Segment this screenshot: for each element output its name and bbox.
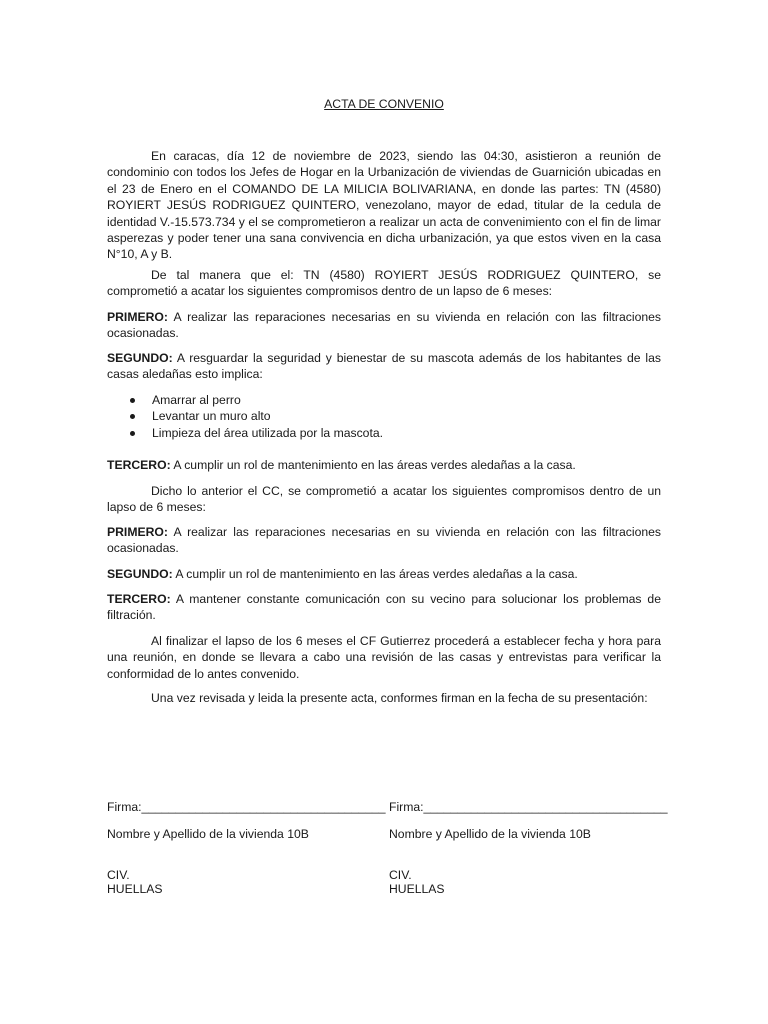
list-item: Levantar un muro alto [107, 408, 383, 424]
list-item: Limpieza del área utilizada por la mascota. [107, 425, 383, 441]
intro-paragraph: En caracas, día 12 de noviembre de 2023, siendo las 04:30, asistieron a reunión de condominio con todos los Jefes de Hogar en la Urbanización de viviendas de Guarnición ubicadas en el 23 de Enero en el COMANDO DE LA MILICIA BOLIVARIANA, en donde las partes: TN (4580) ROYIERT JESÚS RODRIGUEZ QUINTERO, venezolano, mayor de edad, titular de la cedula de identidad V.-15.573.734 y el se comprometieron a realizar un acta de convenimiento con el fin de limar asperezas y poder tener una sana convivencia en dicha urbanización, ya que estos viven en la casa N°10, A y B. [107, 149, 661, 262]
clause-label: PRIMERO: [107, 525, 168, 539]
party1-primero-clause [107, 309, 661, 342]
clause-label: TERCERO: [107, 592, 171, 606]
clause-text: A realizar las reparaciones necesarias en su vivienda en relación con las filtraciones ocasionadas. [107, 310, 661, 341]
right-name-label: Nombre y Apellido de la vivienda 10B [389, 827, 591, 841]
party1-intro-paragraph: De tal manera que el: TN (4580) ROYIERT JESÚS RODRIGUEZ QUINTERO, se comprometió a acatar los siguientes compromisos dentro de un lapso de 6 meses: [107, 268, 661, 299]
list-item: Amarrar al perro [107, 392, 383, 408]
document-title: ACTA DE CONVENIO [324, 97, 444, 111]
party1-segundo-clause [107, 350, 661, 383]
left-name-label: Nombre y Apellido de la vivienda 10B [107, 827, 309, 841]
closing-paragraph: Al finalizar el lapso de los 6 meses el CF Gutierrez procederá a establecer fecha y hora para una reunión, en donde se llevara a cabo una revisión de las casas y entrevistas para verificar la conformidad de lo antes convenido. [107, 634, 661, 681]
left-huellas-label: HUELLAS [107, 882, 163, 896]
party1-tercero-clause [107, 457, 661, 473]
clause-text: A realizar las reparaciones necesarias en su vivienda en relación con las filtraciones ocasionadas. [107, 525, 661, 556]
clause-text: A cumplir un rol de mantenimiento en las áreas verdes aledañas a la casa. [170, 458, 576, 472]
clause-label: PRIMERO: [107, 310, 168, 324]
party2-tercero-clause [107, 591, 661, 624]
party2-segundo-clause [107, 566, 661, 582]
right-signature-line: Firma:____________________________________ [389, 800, 668, 814]
clause-text: A cumplir un rol de mantenimiento en las áreas verdes aledañas a la casa. [172, 567, 578, 581]
right-huellas-label: HUELLAS [389, 882, 445, 896]
clause-label: SEGUNDO: [107, 351, 173, 365]
clause-label: TERCERO: [107, 458, 171, 472]
clause-label: SEGUNDO: [107, 567, 173, 581]
clause-text: A mantener constante comunicación con su vecino para solucionar los problemas de filtración. [107, 592, 661, 623]
party2-primero-clause [107, 524, 661, 557]
right-civ-label: CIV. [389, 868, 412, 882]
clause-text: A resguardar la seguridad y bienestar de su mascota además de los habitantes de las casas aledañas esto implica: [107, 351, 661, 382]
final-paragraph: Una vez revisada y leida la presente acta, conformes firman en la fecha de su presentación: [151, 691, 648, 705]
bullet-icon [130, 398, 135, 403]
left-signature-line: Firma:____________________________________ [107, 800, 386, 814]
left-civ-label: CIV. [107, 868, 130, 882]
mascota-obligations-list [107, 392, 383, 441]
bullet-icon [130, 431, 135, 436]
party2-intro-paragraph: Dicho lo anterior el CC, se comprometió a acatar los siguientes compromisos dentro de un lapso de 6 meses: [107, 484, 661, 515]
bullet-icon [130, 414, 135, 419]
